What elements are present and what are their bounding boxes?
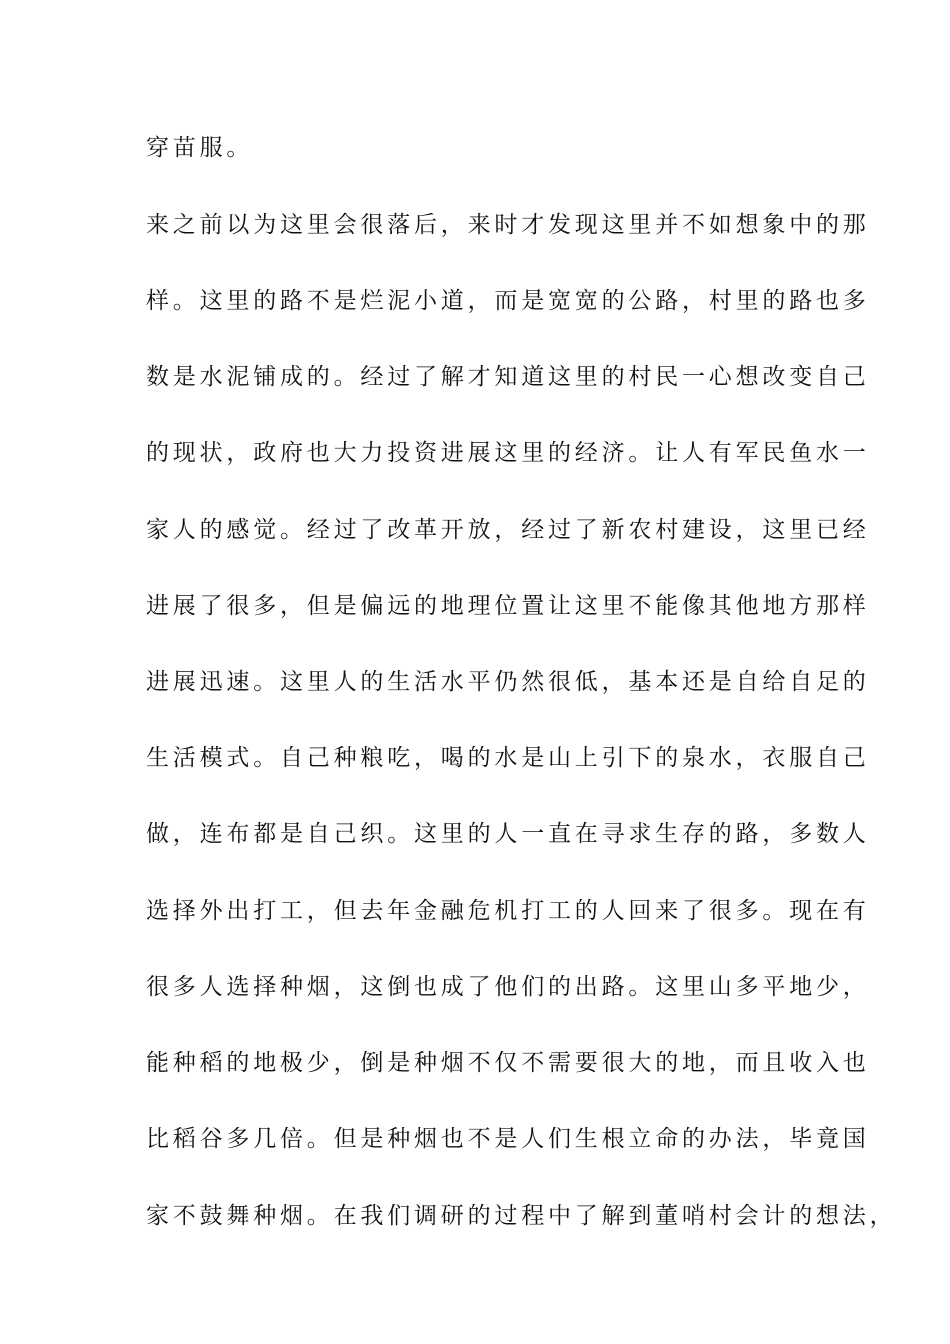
paragraph-line: 很多人选择种烟，这倒也成了他们的出路。这里山多平地少， (146, 974, 870, 1000)
paragraph-line: 选择外出打工，但去年金融危机打工的人回来了很多。现在有 (146, 898, 870, 924)
paragraph-line: 能种稻的地极少，倒是种烟不仅不需要很大的地，而且收入也 (146, 1050, 870, 1076)
paragraph-line: 样。这里的路不是烂泥小道，而是宽宽的公路，村里的路也多 (146, 288, 870, 314)
paragraph-line: 的现状，政府也大力投资进展这里的经济。让人有军民鱼水一 (146, 440, 870, 466)
paragraph-line: 来之前以为这里会很落后，来时才发现这里并不如想象中的那 (146, 212, 870, 238)
paragraph-line: 数是水泥铺成的。经过了解才知道这里的村民一心想改变自己 (146, 364, 870, 390)
paragraph-line: 比稻谷多几倍。但是种烟也不是人们生根立命的办法，毕竟国 (146, 1126, 870, 1152)
paragraph-line: 穿苗服。 (146, 135, 254, 161)
paragraph-line: 家人的感觉。经过了改革开放，经过了新农村建设，这里已经 (146, 517, 870, 543)
paragraph-line: 进展迅速。这里人的生活水平仍然很低，基本还是自给自足的 (146, 669, 870, 695)
paragraph-line: 做，连布都是自己织。这里的人一直在寻求生存的路，多数人 (146, 821, 870, 847)
paragraph-line: 家不鼓舞种烟。在我们调研的过程中了解到董哨村会计的想法， (146, 1203, 897, 1229)
paragraph-line: 进展了很多，但是偏远的地理位置让这里不能像其他地方那样 (146, 593, 870, 619)
paragraph-line: 生活模式。自己种粮吃，喝的水是山上引下的泉水，衣服自己 (146, 745, 870, 771)
